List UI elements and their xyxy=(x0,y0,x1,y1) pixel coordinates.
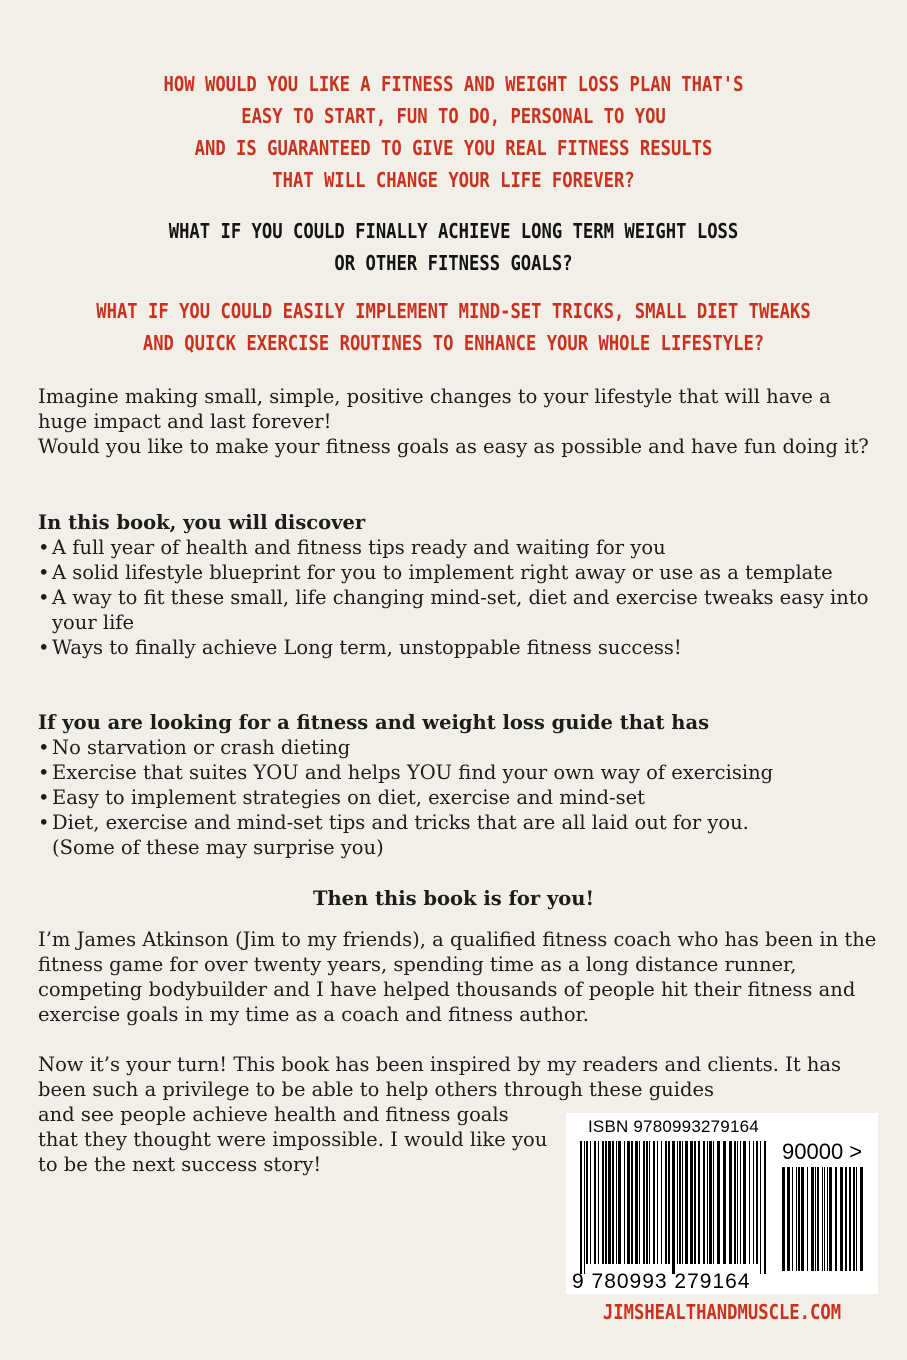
bullet-icon: • xyxy=(38,811,50,834)
call-to-action: Then this book is for you! xyxy=(312,887,595,910)
looking-note: (Some of these may surprise you) xyxy=(52,836,384,859)
headline-line: AND QUICK EXERCISE ROUTINES TO ENHANCE YOUR WHOLE LIFESTYLE? xyxy=(142,331,765,355)
barcode-bar xyxy=(796,1167,797,1271)
barcode-bar xyxy=(829,1167,832,1271)
bullet-icon: • xyxy=(38,561,50,584)
intro-paragraph: Imagine making small, simple, positive changes to your lifestyle that will have a huge impact and last forever! xyxy=(38,385,831,433)
barcode-bar xyxy=(717,1141,720,1264)
barcode-bar xyxy=(643,1141,645,1264)
barcode-bar xyxy=(703,1141,705,1264)
bullet-icon: • xyxy=(38,736,50,759)
bullet-icon: • xyxy=(38,586,50,609)
barcode-bar xyxy=(756,1141,758,1264)
barcode-bar xyxy=(824,1167,825,1271)
barcode-bar xyxy=(649,1141,650,1264)
barcode-bar xyxy=(753,1141,754,1264)
intro-section xyxy=(38,384,878,459)
barcode-bar xyxy=(822,1167,823,1271)
barcode-bar xyxy=(616,1141,617,1264)
barcode-bar xyxy=(590,1141,591,1264)
barcode-bar xyxy=(618,1141,621,1264)
bio-paragraph: I’m James Atkinson (Jim to my friends), a qualified fitness coach who has been in the fitness game for over twenty years, spending time as a long distance runner, competing bodybuilder and I have helped thousands of people hit their fitness and exercise goals in my time as a coach and fitness author. xyxy=(38,928,877,1026)
barcode-bar xyxy=(612,1141,614,1264)
website-url: JIMSHEALTHANDMUSCLE.COM xyxy=(602,1300,842,1324)
barcode-bar xyxy=(694,1141,696,1264)
list-item: • Exercise that suites YOU and helps YOU find your own way of exercising xyxy=(38,761,774,784)
barcode-bar xyxy=(845,1167,847,1271)
author-bio xyxy=(38,927,878,1027)
list-item: • Ways to finally achieve Long term, unstoppable fitness success! xyxy=(38,636,682,659)
barcode-bar xyxy=(740,1141,741,1264)
barcode-bar xyxy=(723,1141,726,1264)
discover-section xyxy=(38,510,878,660)
discover-heading: In this book, you will discover xyxy=(38,511,366,534)
barcode-bar xyxy=(749,1141,750,1264)
headline-line: EASY TO START, FUN TO DO, PERSONAL TO YOU xyxy=(241,104,666,128)
barcode-bar xyxy=(672,1141,675,1274)
barcode-bar xyxy=(729,1141,732,1264)
barcode-bar xyxy=(737,1141,738,1264)
barcode-bar xyxy=(849,1167,851,1271)
barcode-bar xyxy=(602,1141,604,1264)
looking-heading: If you are looking for a fitness and weight loss guide that has xyxy=(38,711,710,734)
headline-question-mindset xyxy=(63,295,843,359)
barcode-bar xyxy=(608,1141,611,1264)
barcode-bar xyxy=(801,1167,804,1271)
barcode-bar xyxy=(653,1141,655,1264)
list-item: • A way to fit these small, life changing mind-set, diet and exercise tweaks easy into your life xyxy=(38,586,869,634)
isbn-barcode xyxy=(566,1113,878,1294)
barcode-bar xyxy=(798,1167,800,1271)
barcode-bar xyxy=(835,1167,837,1271)
barcode-bars-icon xyxy=(578,1141,768,1274)
barcode-bar xyxy=(677,1141,678,1264)
bullet-icon: • xyxy=(38,761,50,784)
barcode-bar xyxy=(787,1167,790,1271)
barcode-bar xyxy=(811,1167,814,1271)
barcode-bar xyxy=(682,1141,683,1264)
barcode-bar xyxy=(605,1141,607,1264)
list-item: • No starvation or crash dieting xyxy=(38,736,351,759)
barcode-bar xyxy=(661,1141,662,1264)
list-item: • A solid lifestyle blueprint for you to implement right away or use as a template xyxy=(38,561,833,584)
headline-line: WHAT IF YOU COULD FINALLY ACHIEVE LONG TERM WEIGHT LOSS xyxy=(168,219,739,243)
headline-line: THAT WILL CHANGE YOUR LIFE FOREVER? xyxy=(272,168,635,192)
barcode-bar xyxy=(707,1141,708,1264)
barcode-addon-bars-icon xyxy=(780,1167,866,1271)
looking-section xyxy=(38,710,878,860)
headline-line: OR OTHER FITNESS GOALS? xyxy=(334,251,573,275)
headline-line: AND IS GUARANTEED TO GIVE YOU REAL FITNESS RESULTS xyxy=(194,136,713,160)
barcode-bar xyxy=(698,1141,700,1264)
barcode-bar xyxy=(764,1141,766,1274)
barcode-bar xyxy=(817,1167,819,1271)
barcode-bar xyxy=(690,1141,693,1264)
barcode-bar xyxy=(584,1141,585,1274)
barcode-bar xyxy=(679,1141,681,1264)
barcode-bar xyxy=(598,1141,599,1264)
barcode-bar xyxy=(594,1141,596,1264)
headline-line: WHAT IF YOU COULD EASILY IMPLEMENT MIND-SET TRICKS, SMALL DIET TWEAKS xyxy=(96,299,811,323)
barcode-bar xyxy=(760,1141,761,1274)
barcode-bar xyxy=(815,1167,816,1271)
barcode-bar xyxy=(827,1167,828,1271)
barcode-bar xyxy=(580,1141,582,1274)
bullet-icon: • xyxy=(38,636,50,659)
barcode-bar xyxy=(665,1141,667,1264)
barcode-bar xyxy=(639,1141,640,1264)
barcode-bar xyxy=(782,1167,785,1271)
barcode-bar xyxy=(860,1167,863,1271)
barcode-bar xyxy=(734,1141,736,1264)
barcode-bar xyxy=(709,1141,712,1264)
barcode-bar xyxy=(646,1141,648,1264)
barcode-bar xyxy=(668,1141,670,1264)
bullet-icon: • xyxy=(38,536,50,559)
barcode-bar xyxy=(624,1141,625,1264)
isbn-label: ISBN 9780993279164 xyxy=(588,1117,759,1136)
barcode-bar xyxy=(657,1141,658,1264)
ean-digits: 9 780993 279164 xyxy=(572,1270,751,1293)
headline-question-plan xyxy=(63,68,843,196)
list-item: • Easy to implement strategies on diet, exercise and mind-set xyxy=(38,786,645,809)
intro-paragraph: Would you like to make your fitness goals as easy as possible and have fun doing it? xyxy=(38,435,869,458)
barcode-bar xyxy=(586,1141,588,1264)
barcode-bar xyxy=(713,1141,714,1264)
closing-paragraph: Now it’s your turn! This book has been inspired by my readers and clients. It has been such a privilege to be able to help others through these guides xyxy=(38,1053,842,1101)
closing-paragraph: and see people achieve health and fitness goals that they thought were impossible. I would like you to be the next success story! xyxy=(38,1103,548,1176)
barcode-bar xyxy=(635,1141,638,1264)
price-code: 90000 > xyxy=(782,1139,863,1164)
barcode-bar xyxy=(856,1167,857,1271)
barcode-bar xyxy=(627,1141,630,1264)
list-item: • A full year of health and fitness tips ready and waiting for you xyxy=(38,536,666,559)
barcode-bar xyxy=(631,1141,633,1264)
barcode-bar xyxy=(685,1141,688,1264)
headline-question-weight-loss xyxy=(63,215,843,279)
bullet-icon: • xyxy=(38,786,50,809)
headline-line: HOW WOULD YOU LIKE A FITNESS AND WEIGHT LOSS PLAN THAT'S xyxy=(163,72,744,96)
barcode-bar xyxy=(853,1167,855,1271)
list-item: • Diet, exercise and mind-set tips and tricks that are all laid out for you. xyxy=(38,811,749,834)
barcode-bar xyxy=(807,1167,808,1271)
barcode-bar xyxy=(840,1167,843,1271)
barcode-bar xyxy=(743,1141,746,1264)
barcode-bar xyxy=(792,1167,793,1271)
